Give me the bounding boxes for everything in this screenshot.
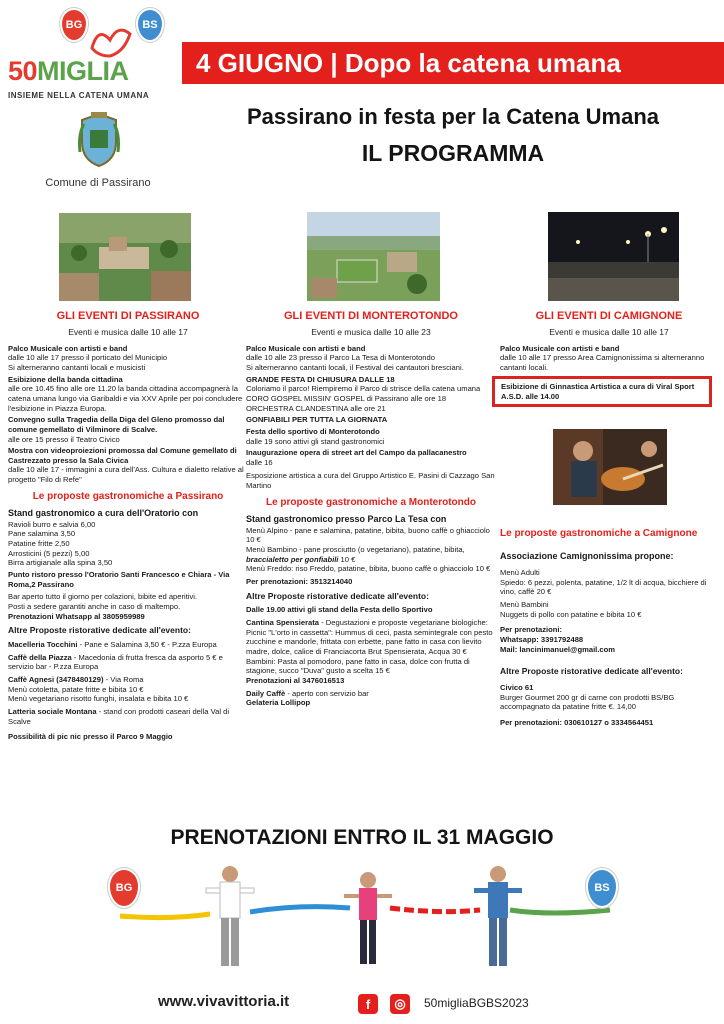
venue-name: Caffè della Piazza xyxy=(8,652,72,662)
monterotondo-events-title: GLI EVENTI DI MONTEROTONDO xyxy=(284,310,458,322)
monterotondo-altre-title: Altre Proposte ristorative dedicate all'evento: xyxy=(246,590,429,601)
bg-pin-icon: BG xyxy=(60,8,88,42)
venue-text: - aperto con servizio bar xyxy=(285,688,369,698)
passirano-event-title: Palco Musicale con artisti e band xyxy=(8,343,128,353)
camignone-altre-title: Altre Proposte ristorative dedicate all'evento: xyxy=(500,666,683,677)
camignone-event-title: Palco Musicale con artisti e band xyxy=(500,343,620,353)
passirano-altre-title: Altre Proposte ristorative dedicate all'evento: xyxy=(8,625,191,636)
passirano-event-text: Si alterneranno cantanti locali e musicisti xyxy=(8,363,146,373)
assoc-title: Associazione Camignonissima propone: xyxy=(500,550,674,561)
heart-icon xyxy=(84,22,140,60)
date-banner: 4 GIUGNO | Dopo la catena umana xyxy=(182,42,724,84)
logo-tagline: INSIEME NELLA CATENA UMANA xyxy=(8,91,150,100)
monterotondo-stand-title: Stand gastronomico presso Parco La Tesa con xyxy=(246,514,447,525)
passirano-event-title: Convegno sulla Tragedia della Diga del Gleno promosso dal comune gemellato di Vilminore di Scalve. xyxy=(8,415,225,434)
monterotondo-event-title: Inaugurazione opera di street art del Campo da pallacanestro xyxy=(246,448,467,458)
venue-name: Civico 61 xyxy=(500,683,534,693)
menu-item: Patatine fritte 2,50 xyxy=(8,539,70,549)
passirano-events-title: GLI EVENTI DI PASSIRANO xyxy=(56,310,200,322)
menu-item: Arrosticini (5 pezzi) 5,00 xyxy=(8,548,90,558)
passirano-event-text: alle ore 10.45 fino alle ore 11.20 la banda cittadina accompagnerà la catena umana lungo via Garibaldi e via XXV Aprile per poi concludere l'esibizione in Piazza Europa. xyxy=(8,384,243,413)
monterotondo-event-text: dalle 16 xyxy=(246,457,273,467)
monterotondo-event-text: CORO GOSPEL MISSIN' GOSPEL di Passirano alle ore 18 xyxy=(246,393,447,403)
guitar-band-photo xyxy=(553,429,667,505)
bg-pin-icon: BG xyxy=(108,868,140,908)
venue-contact: Prenotazioni al 3476016513 xyxy=(246,675,345,685)
whatsapp-contact: Whatsapp: 3391792488 xyxy=(500,634,584,644)
passirano-event-text: dalle 10 alle 17 - immagini a cura dell'Ass. Cultura e dialetto relative al progetto "Filo di Refe" xyxy=(8,465,244,485)
monterotondo-aerial-photo xyxy=(307,212,440,301)
logo xyxy=(0,0,180,105)
monterotondo-event-text: dalle 19 sono attivi gli stand gastronomici xyxy=(246,436,385,446)
picnic-note: Possibilità di pic nic presso il Parco 9 Maggio xyxy=(8,732,173,742)
monterotondo-event-text: Esposizione artistica a cura del Gruppo Artistico E. Pasini di Cazzago San Martino xyxy=(246,471,495,491)
passirano-stand-title: Stand gastronomico a cura dell'Oratorio con xyxy=(8,508,199,519)
monterotondo-event-title: GRANDE FESTA DI CHIUSURA DALLE 18 xyxy=(246,374,395,384)
camignone-gastro-section xyxy=(500,528,718,730)
menu-item: 10 € xyxy=(338,554,356,564)
venue-name: Gelateria Lollipop xyxy=(246,698,311,708)
logo-wordmark: 50MIGLIA xyxy=(8,56,129,86)
venue-text: Menù cotoletta, patate fritte e bibita 10 € xyxy=(8,684,144,694)
passirano-event-text: dalle 10 alle 17 presso il porticato del Municipio xyxy=(8,353,168,363)
menu-label: Menù Bambini xyxy=(500,600,549,610)
passirano-events-subtitle: Eventi e musica dalle 10 alle 17 xyxy=(68,326,188,337)
page-title: Passirano in festa per la Catena Umana xyxy=(246,104,660,129)
ristoro-text: Bar aperto tutto il giorno per colazioni, bibite ed aperitivi. xyxy=(8,592,198,602)
monterotondo-event-text: Coloriamo il parco! Riempiremo il Parco di strisce della catena umana xyxy=(246,384,481,394)
monterotondo-event-text: Si alterneranno cantanti locali, il Festival dei cantautori bresciani. xyxy=(246,363,464,373)
camignone-gastro-title: Le proposte gastronomiche a Camignone xyxy=(500,528,698,539)
passirano-event-text: alle ore 15 presso il Teatro Civico xyxy=(8,434,120,444)
booking-label: Per prenotazioni: xyxy=(500,625,563,635)
passirano-event-title: Esibizione della banda cittadina xyxy=(8,374,123,384)
monterotondo-event-title: Festa dello sportivo di Monterotondo xyxy=(246,426,380,436)
menu-item: Menù Alpino - pane e salamina, patatine, bibita, buono caffè o ghiacciolo 10 € xyxy=(246,525,490,545)
ristoro-title: Punto ristoro presso l'Oratorio Santi Francesco e Chiara - Via Roma,2 Passirano xyxy=(8,570,230,589)
camignone-event-title: Esibizione di Ginnastica Artistica a cura di Viral Sport A.S.D. alle 14.00 xyxy=(501,382,695,401)
ristoro-contact: Prenotazioni Whatsapp al 3805959989 xyxy=(8,611,145,621)
monterotondo-booking: Per prenotazioni: 3513214040 xyxy=(246,577,353,587)
passirano-column xyxy=(8,310,248,744)
menu-item: Ravioli burro e salvia 6,00 xyxy=(8,519,96,529)
instagram-icon[interactable]: ◎ xyxy=(390,994,410,1014)
menu-item: Menù Freddo: riso Freddo, patatine, bibita, buono caffè o ghiacciolo 10 € xyxy=(246,564,491,574)
venue-text: Picnic "L'orto in cassetta": Hummus di ceci, pasta semintegrale con pesto zucchine e mandorle, frittata con erbette, pane fatto in casa con lievito madre, dolce, calice di Franciacorta Brut Spensierata, Acqua 30 € xyxy=(246,627,493,657)
menu-label: Menù Adulti xyxy=(500,568,540,578)
menu-item: Spiedo: 6 pezzi, polenta, patatine, 1/2 lt di acqua, bicchiere di vino, caffè 20 € xyxy=(500,577,707,597)
booking-deadline: PRENOTAZIONI ENTRO IL 31 MAGGIO xyxy=(170,826,554,849)
website-link[interactable]: www.vivavittoria.it xyxy=(158,993,290,1010)
sportivo-note: Dalle 19.00 attivi gli stand della Festa dello Sportivo xyxy=(246,605,433,615)
camignone-events-subtitle: Eventi e musica dalle 10 alle 17 xyxy=(549,326,669,337)
venue-name: Daily Caffè xyxy=(246,688,286,698)
monterotondo-event-text: ORCHESTRA CLANDESTINA alle ore 21 xyxy=(246,403,386,413)
venue-text: - Macedonia di frutta fresca da asporto 5 € e servizio bar - P.zza Europa xyxy=(8,652,223,672)
bs-pin-icon: BS xyxy=(136,8,164,42)
venue-text: - Via Roma xyxy=(103,674,144,684)
venue-name: Caffè Agnesi (3478480129) xyxy=(8,674,104,684)
mail-contact: Mail: lancinimanuel@gmail.com xyxy=(500,644,616,654)
menu-item: Nuggets di pollo con patatine e bibita 10 € xyxy=(500,609,642,619)
monterotondo-events-subtitle: Eventi e musica dalle 10 alle 23 xyxy=(311,326,431,337)
passirano-gastro-title: Le proposte gastronomiche a Passirano xyxy=(32,490,224,502)
venue-contact: Per prenotazioni: 030610127 o 3334564451 xyxy=(500,717,654,727)
venue-text: Menù vegetariano risotto funghi, insalata e bibita 10 € xyxy=(8,694,189,704)
comune-crest-icon xyxy=(76,112,122,168)
camignone-events-title: GLI EVENTI DI CAMIGNONE xyxy=(535,310,683,322)
menu-item: Menù Bambino - pane prosciutto (o vegetariano), patatine, bibita, xyxy=(246,545,465,555)
venue-text: Bambini: Pasta al pomodoro, pane fatto in casa, dolce con frutta di stagione, succo "Duva" gusto a scelta 15 € xyxy=(246,656,470,676)
venue-name: Latteria sociale Montana xyxy=(8,706,97,716)
venue-text: - stand con prodotti caseari della Val di Scalve xyxy=(8,706,230,726)
camignone-night-photo xyxy=(548,212,679,301)
venue-name: Cantina Spensierata xyxy=(246,618,320,628)
monterotondo-gastro-title: Le proposte gastronomiche a Monterotondo xyxy=(265,496,476,508)
human-chain-illustration xyxy=(110,858,630,988)
venue-text: Burger Gourmet 200 gr di carne con prodotti BS/BG accompagnato da patatine fritte €. 14,00 xyxy=(500,692,675,712)
monterotondo-event-title: GONFIABILI PER TUTTA LA GIORNATA xyxy=(246,415,388,425)
bs-pin-icon: BS xyxy=(586,868,618,908)
facebook-icon[interactable]: f xyxy=(358,994,378,1014)
camignone-column xyxy=(500,310,718,375)
comune-label: Comune di Passirano xyxy=(45,177,151,189)
venue-text: - Degustazioni e proposte vegetariane biologiche: xyxy=(319,618,488,628)
monterotondo-event-text: dalle 10 alle 23 presso il Parco La Tesa di Monterotondo xyxy=(246,353,435,363)
menu-item: Pane salamina 3,50 xyxy=(8,529,76,539)
venue-text: - Pane e Salamina 3,50 € - P.zza Europa xyxy=(77,640,217,650)
passirano-event-title: Mostra con videoproiezioni promossa dal Comune gemellato di Castrezzato presso la Sala Civica xyxy=(8,446,237,465)
ginnastica-highlight-box xyxy=(492,376,712,407)
monterotondo-event-title: Palco Musicale con artisti e band xyxy=(246,343,366,353)
ristoro-text: Posti a sedere garantiti anche in caso di maltempo. xyxy=(8,601,181,611)
passirano-aerial-photo xyxy=(59,213,191,301)
monterotondo-column xyxy=(246,310,496,710)
venue-name: Macelleria Tocchini xyxy=(8,640,78,650)
menu-item: Birra artigianale alla spina 3,50 xyxy=(8,558,113,568)
page-subtitle: IL PROGRAMMA xyxy=(361,140,545,166)
camignone-event-text: dalle 10 alle 17 presso Area Camignonissima si alterneranno cantanti locali. xyxy=(500,353,705,373)
social-handle: 50migliaBGBS2023 xyxy=(424,996,529,1010)
menu-item-highlight: braccialetto per gonfiabili xyxy=(246,554,339,564)
